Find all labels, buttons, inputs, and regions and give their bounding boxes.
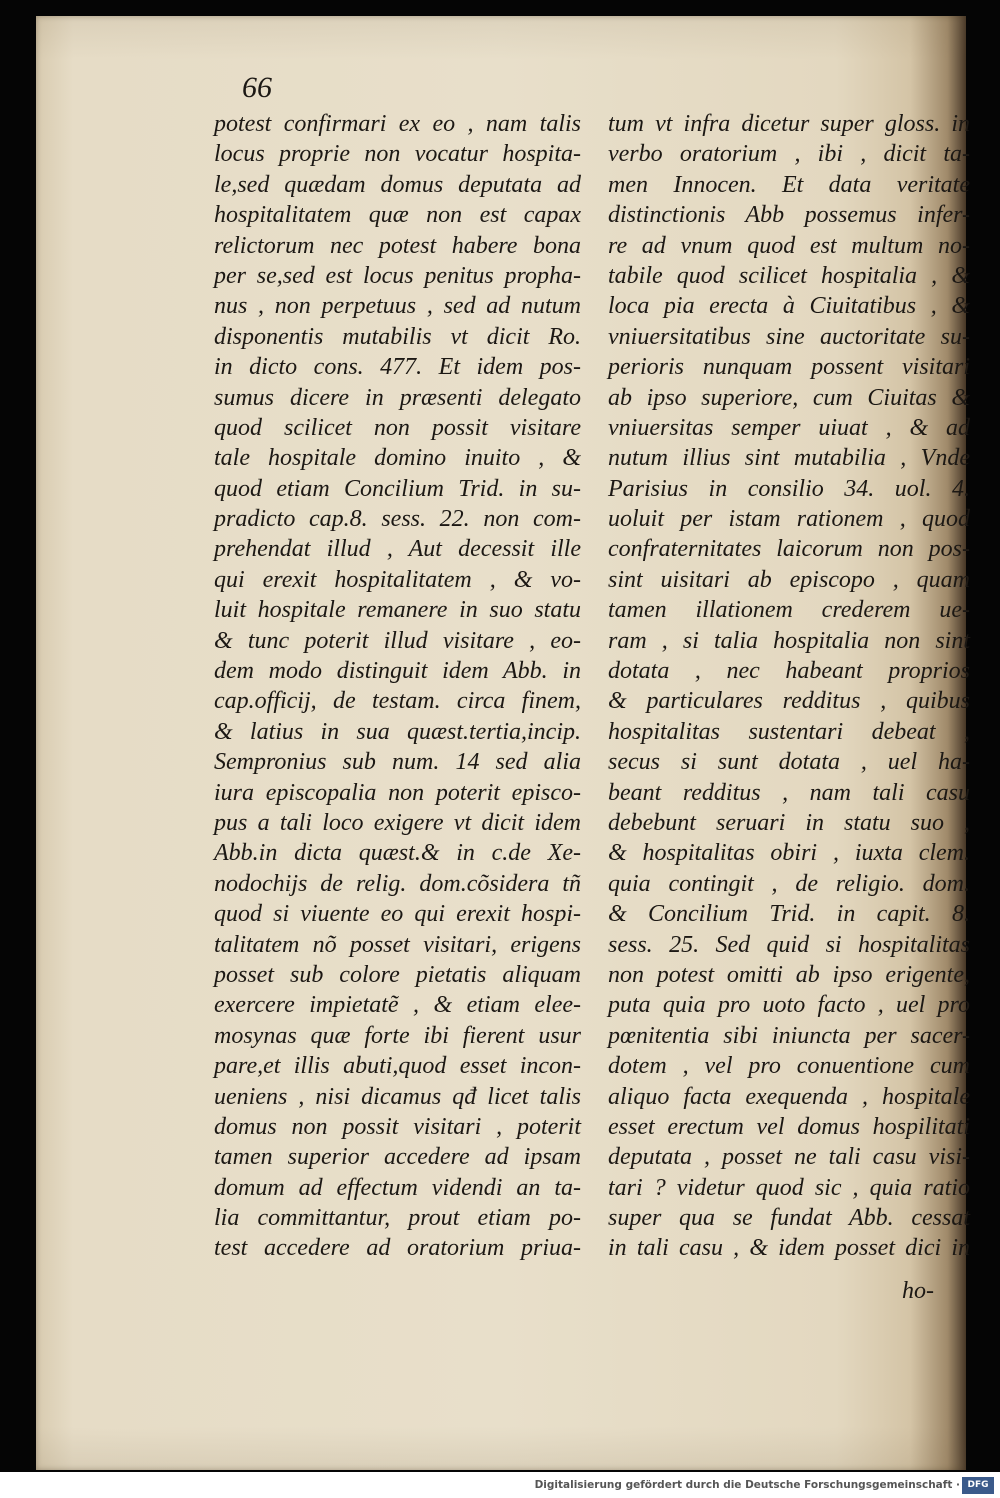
text-line: talitatem nõ posset visitari, erigens [214,931,581,958]
book-page [36,16,970,1470]
page-number: 66 [242,71,272,104]
text-line: dotem , vel pro conuentione cum [608,1053,970,1080]
text-line: quod etiam Concilium Trid. in su- [214,475,581,502]
text-line: tari ? videtur quod sic , quia ratio [608,1174,970,1201]
text-line: cap.officij, de testam. circa finem, [214,688,581,715]
text-line: iura episcopalia non poterit episco- [214,779,581,806]
text-line: ueniens , nisi dicamus qđ licet talis [214,1083,581,1110]
text-line: & tunc poterit illud visitare , eo- [214,627,581,654]
text-line: deputata , posset ne tali casu visi- [608,1144,970,1171]
text-line: domus non possit visitari , poterit [214,1113,581,1140]
text-line: sess. 25. Sed quid si hospitalitas [608,931,970,958]
dfg-logo: DFG [962,1477,994,1494]
text-line: beant redditus , nam tali casu [608,779,970,806]
text-line: & hospitalitas obiri , iuxta clem. [608,840,970,867]
text-line: pradicto cap.8. sess. 22. non com- [214,506,581,533]
text-line: nutum illius sint mutabilia , Vnde [608,445,970,472]
text-line: tamen superior accedere ad ipsam [214,1144,581,1171]
text-line: posset sub colore pietatis aliquam [214,961,581,988]
text-line: super qua se fundat Abb. cessat [608,1205,970,1232]
text-line: dotata , nec habeant proprios [608,658,970,685]
text-line: esset erectum vel domus hospilitati [608,1113,970,1140]
text-line: vniuersitas semper uiuat , & ad [608,414,970,441]
text-line: dem modo distinguit idem Abb. in [214,658,581,685]
text-line: tabile quod scilicet hospitalia , & [608,262,970,289]
text-line: pus a tali loco exigere vt dicit idem [214,809,581,836]
text-line: uoluit per istam rationem , quod [608,506,970,533]
text-line: domum ad effectum videndi an ta- [214,1174,581,1201]
text-line: Sempronius sub num. 14 sed alia [214,749,581,776]
text-line: in tali casu , & idem posset dici in [608,1235,970,1262]
text-line: quia contingit , de religio. dom. [608,870,970,897]
digitization-footer [0,1472,1000,1498]
text-line: perioris nunquam possent visitari [608,354,970,381]
text-line: aliquo facta exequenda , hospitale [608,1083,970,1110]
text-line: tamen illationem crederem ue- [608,597,970,624]
text-line: potest confirmari ex eo , nam talis [214,111,581,137]
text-line: vniuersitatibus sine auctoritate su- [608,323,970,350]
text-line: tale hospitale domino inuito , & [214,445,581,472]
text-line: distinctionis Abb possemus infer- [608,202,970,229]
text-line: ab ipso superiore, cum Ciuitas & [608,384,970,411]
text-line: per se,sed est locus penitus propha- [214,262,581,289]
text-line: quod scilicet non possit visitare [214,414,581,441]
text-line: secus si sunt dotata , uel ha- [608,749,970,776]
left-column [214,109,581,1264]
text-line: & Concilium Trid. in capit. 8. [608,901,970,928]
text-line: men Innocen. Et data veritate [608,171,970,198]
text-line: pœnitentia sibi iniuncta per sacer- [608,1022,970,1049]
text-line: test accedere ad oratorium priua- [214,1235,581,1262]
text-line: nus , non perpetuus , sed ad nutum [214,293,581,320]
text-line: locus proprie non vocatur hospita- [214,141,581,168]
text-line: prehendat illud , Aut decessit ille [214,536,581,563]
text-line: le,sed quædam domus deputata ad [214,171,581,198]
text-line: hospitalitas sustentari debeat , [608,718,970,745]
text-line: pare,et illis abuti,quod esset incon- [214,1053,581,1080]
text-line: quod si viuente eo qui erexit hospi- [214,901,581,928]
text-line: in dicto cons. 477. Et idem pos- [214,354,581,381]
text-line: sumus dicere in præsenti delegato [214,384,581,411]
text-line: disponentis mutabilis vt dicit Ro. [214,323,581,350]
text-line: hospitalitatem quæ non est capax [214,202,581,229]
text-line: re ad vnum quod est multum no- [608,232,970,259]
text-line: confraternitates laicorum non pos- [608,536,970,563]
text-line: & latius in sua quæst.tertia,incip. [214,718,581,745]
text-line: exercere impietatẽ , & etiam elee- [214,992,581,1019]
text-line: sint uisitari ab episcopo , quam [608,566,970,593]
text-line: puta quia pro uoto facto , uel pro [608,992,970,1019]
text-line: luit hospitale remanere in suo statu [214,597,581,624]
text-line: non potest omitti ab ipso erigente, [608,961,970,988]
text-line: loca pia erecta à Ciuitatibus , & [608,293,970,320]
text-line: ram , si talia hospitalia non sint [608,627,970,654]
text-line: Parisius in consilio 34. uol. 4. [608,475,970,502]
text-line: qui erexit hospitalitatem , & vo- [214,566,581,593]
text-line: tum vt infra dicetur super gloss. in [608,111,970,137]
text-line: mosynas quæ forte ibi fierent usur [214,1022,581,1049]
right-column [608,109,970,1264]
text-line: nodochijs de relig. dom.cõsidera tñ [214,870,581,897]
text-line: lia committantur, prout etiam po- [214,1205,581,1232]
text-line: & particulares redditus , quibus [608,688,970,715]
text-line: verbo oratorium , ibi , dicit ta- [608,141,970,168]
text-line: Abb.in dicta quæst.& in c.de Xe- [214,840,581,867]
funding-note: Digitalisierung gefördert durch die Deutsche Forschungsgemeinschaft · [534,1479,960,1491]
catchword: ho- [902,1278,934,1304]
text-line: relictorum nec potest habere bona [214,232,581,259]
text-line: debebunt seruari in statu suo , [608,809,970,836]
